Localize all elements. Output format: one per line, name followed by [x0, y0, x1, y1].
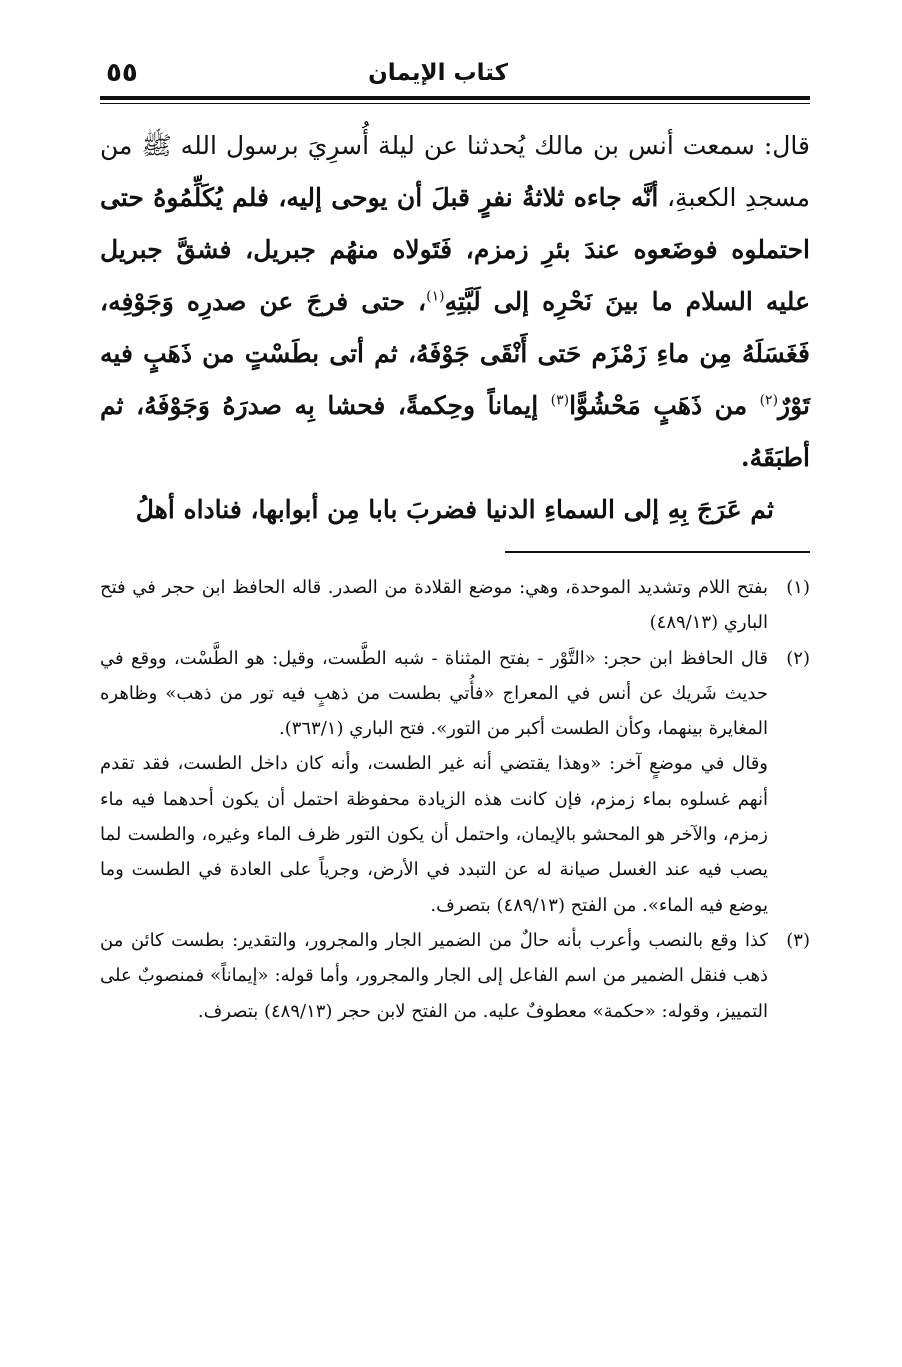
- footnote-2-text: قال الحافظ ابن حجر: «التَّوْر - بفتح المثناة - شبه الطَّست، وقيل: هو الطَّسْت، ووقع في حديث شَريك عن أنس في المعراج «فأُتي بطست من ذهبٍ فيه تور من ذهب» وظاهره المغايرة بينهما، وكأن الطست أكبر من التور». فتح الباري (٣٦٣/١).: [100, 647, 768, 740]
- footnote-2: [100, 641, 810, 747]
- footnote-3-mark: (٣): [786, 929, 810, 951]
- hadith-text-c: من ذَهَبٍ مَحْشُوًّا: [569, 391, 760, 420]
- paragraph-1: [100, 120, 810, 484]
- hadith-text-d: إيماناً وحِكمةً، فحشا بِه صدرَهُ وَجَوْفَهُ، ثم أطبَقَهُ.: [100, 391, 810, 472]
- footnote-ref-1: (١): [426, 288, 445, 305]
- footnote-2-continuation: وقال في موضعٍ آخر: «وهذا يقتضي أنه غير الطست، وأنه كان داخل الطست، فقد تقدم أنهم غسلوه بماء زمزم، فإن كانت هذه الزيادة محفوظة احتمل أن يكون أحدهما فيه ماء زمزم، والآخر هو المحشو بالإيمان، واحتمل أن يكون التور ظرف الماء وغيره، والطست لما يصب فيه عند الغسل صيانة له عن التبدد في الأرض، وجرياً على العادة في الطست وما يوضع فيه الماء». من الفتح (٤٨٩/١٣) بتصرف.: [100, 753, 768, 916]
- footnote-3-text: كذا وقع بالنصب وأعرب بأنه حالٌ من الضمير الجار والمجرور، والتقدير: بطست كائن من ذهب فنقل الضمير من اسم الفاعل إلى الجار والمجرور، وأما قوله: «إيماناً» فمنصوبٌ على التمييز، وقوله: «حكمة» معطوفٌ عليه. من الفتح لابن حجر (٤٨٩/١٣) بتصرف.: [100, 929, 768, 1022]
- footnote-ref-3: (٣): [550, 392, 570, 409]
- hadith-text-b: ، حتى فرجَ عن صدرِه وَجَوْفِه، فَغَسَلَهُ مِن ماءِ زَمْزَم حَتى أَنْقَى جَوْفَهُ، ثم أتى بطَسْتٍ من ذَهَبٍ فيه تَوْرٌ: [100, 287, 810, 420]
- footnote-1-text: بفتح اللام وتشديد الموحدة، وهي: موضع القلادة من الصدر. قاله الحافظ ابن حجر في فتح الباري (٤٨٩/١٣): [100, 577, 768, 634]
- main-text: [100, 120, 810, 536]
- header-rule-thick: [100, 96, 810, 100]
- footnote-ref-2: (٢): [759, 392, 779, 409]
- running-title: كتاب الإيمان: [368, 60, 508, 86]
- hadith-text-a: أنَّه جاءه ثلاثةُ نفرٍ قبلَ أن يوحى إليه، فلم يُكَلِّمُوهُ حتى احتملوه فوضَعوه عندَ بئرِ زمزم، فَتَولاه منهُم جبريل، فشقَّ جبريل عليه السلام ما بينَ نَحْرِه إلى لَبَّتِهِ: [100, 183, 810, 316]
- footnotes: [100, 570, 810, 1029]
- footnote-1-mark: (١): [786, 577, 810, 598]
- footnote-3: [100, 923, 810, 1029]
- paragraph-2: ثم عَرَجَ بِهِ إلى السماءِ الدنيا فضربَ بابا مِن أبوابها، فناداه أهلُ: [135, 495, 774, 524]
- footnote-1: [100, 570, 810, 641]
- footnote-separator: [505, 551, 810, 553]
- footnote-2-mark: (٢): [786, 647, 810, 669]
- paragraph-1-intro: قال: سمعت أنس بن مالك يُحدثنا عن ليلة أُسرِيَ برسول الله ﷺ من مسجدِ الكعبةِ،: [100, 131, 811, 212]
- header-rule-thin: [100, 103, 810, 104]
- page-header: [100, 58, 808, 94]
- page-number: ٥٥: [106, 58, 138, 88]
